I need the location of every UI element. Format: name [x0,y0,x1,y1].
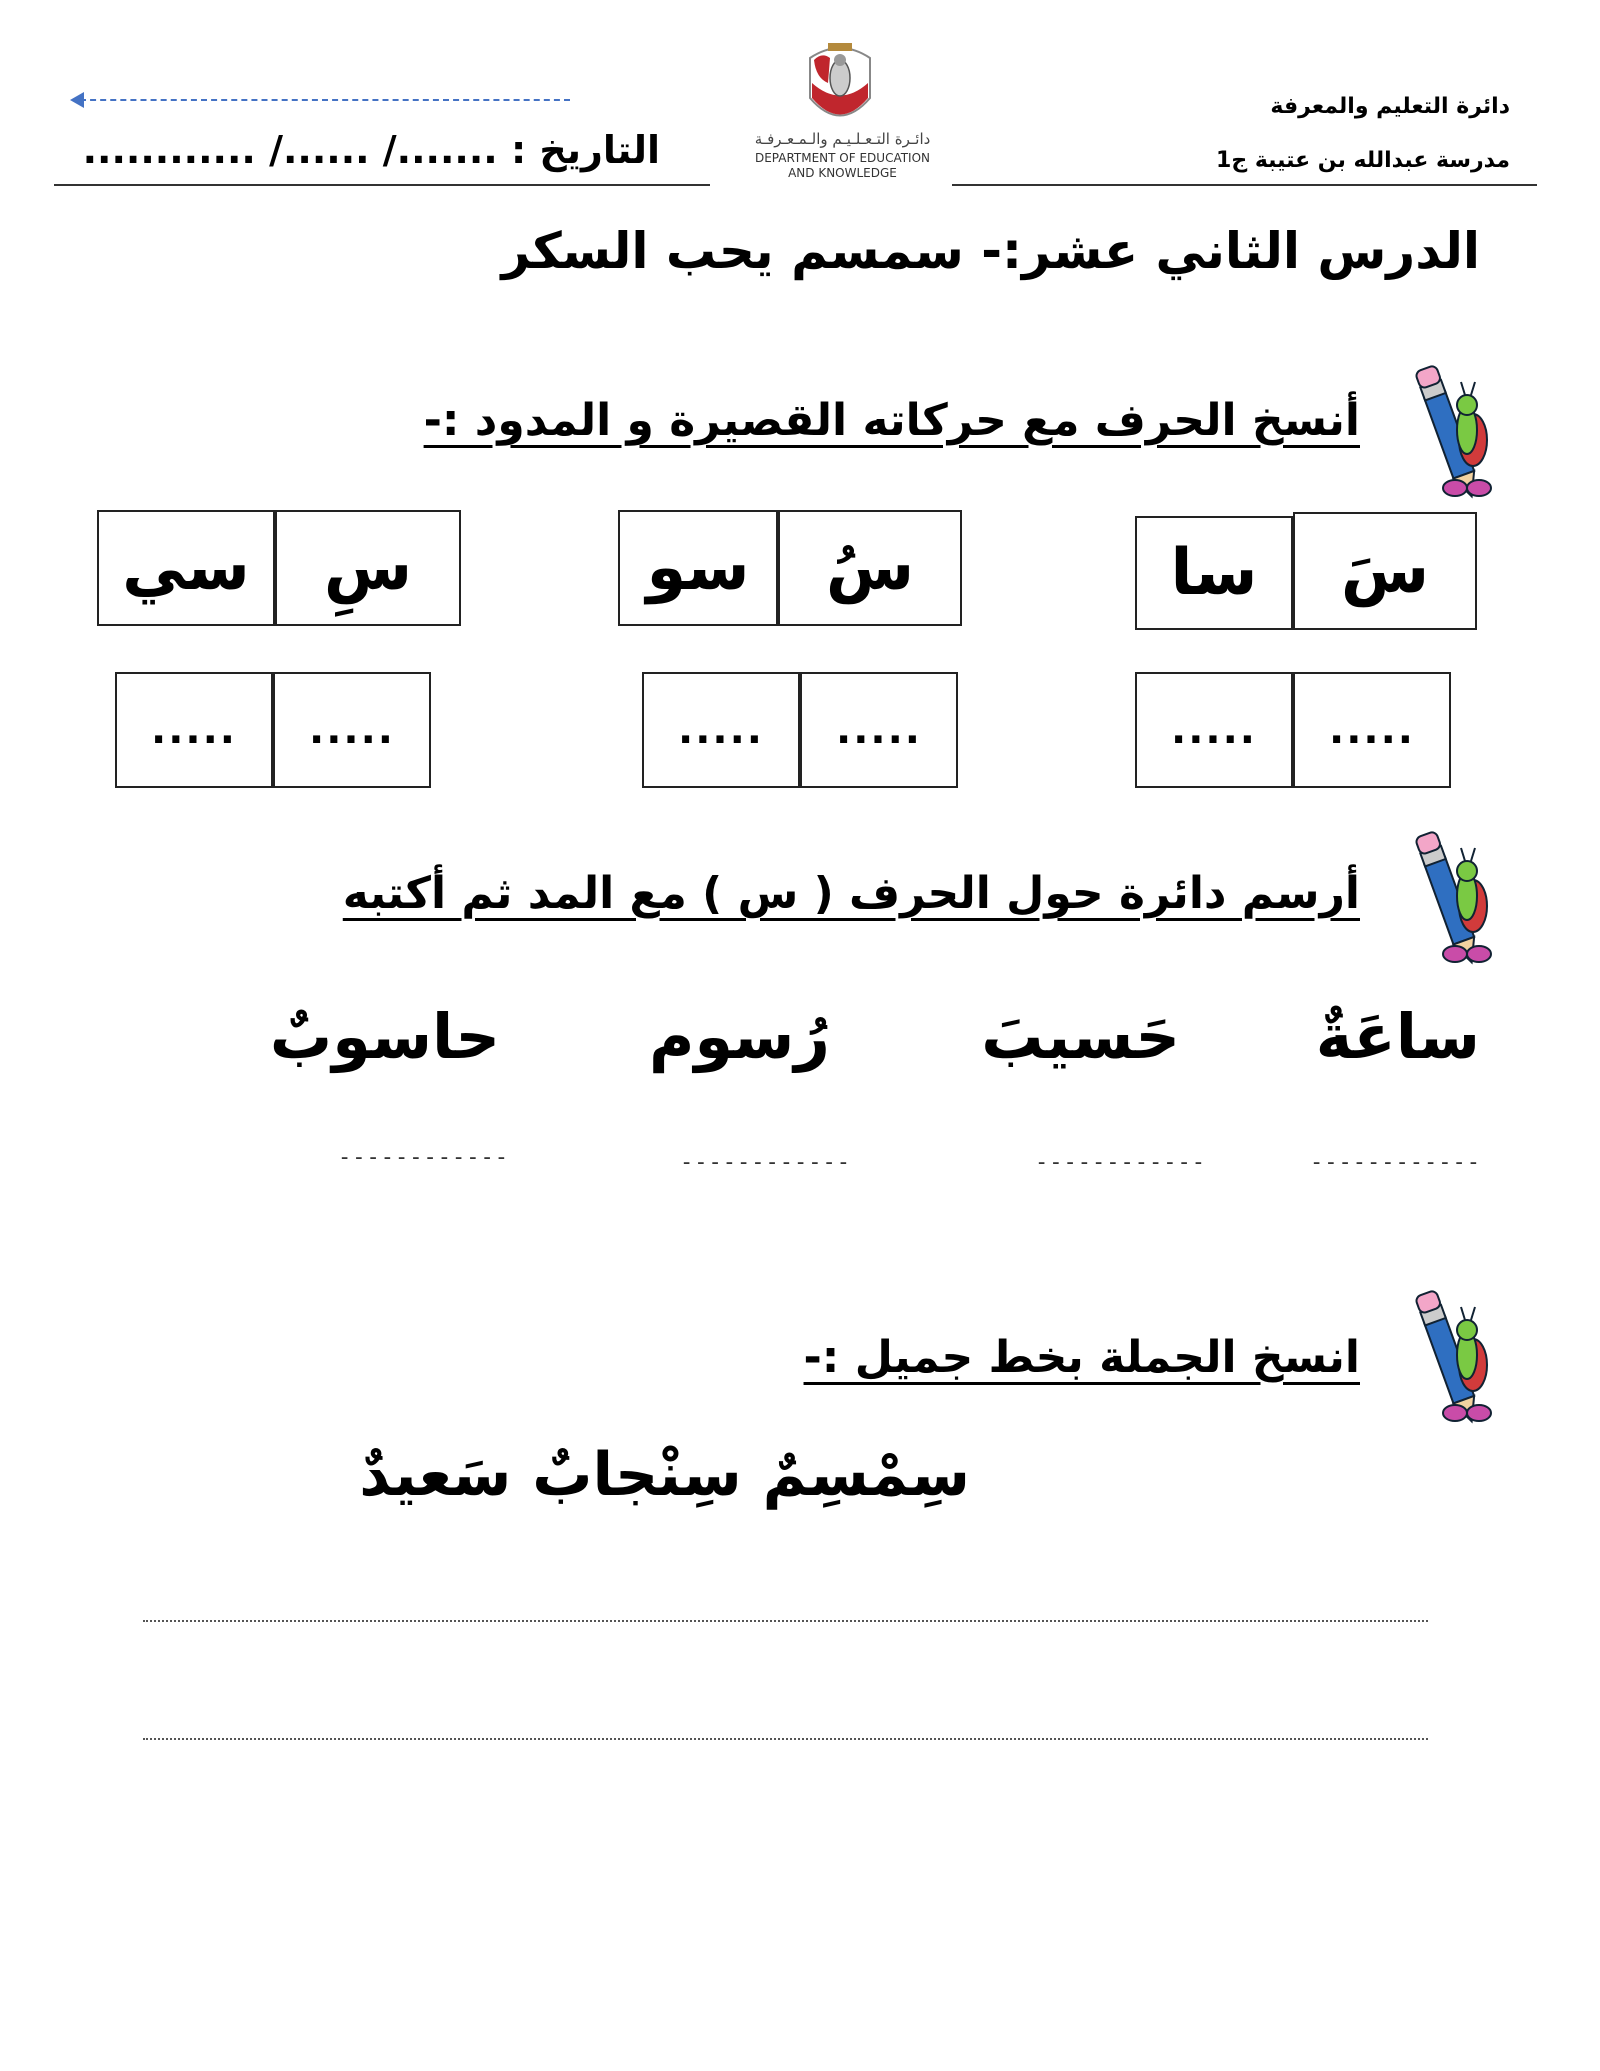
letter-pair-1 [1135,512,1477,630]
date-field: التاريخ : ......./ ....../ ............ [82,128,660,172]
dashed-arrow-line [80,99,570,101]
letter-pair-2 [618,510,962,626]
blank-box[interactable]: ..... [642,672,800,788]
blank-box[interactable]: ..... [800,672,958,788]
word-item-3: رُسوم [649,1000,830,1073]
answer-line-1[interactable]: ------------ [1310,1150,1481,1175]
blank-box[interactable]: ..... [1293,672,1451,788]
section1-heading: أنسخ الحرف مع حركاته القصيرة و المدود :- [423,395,1360,446]
section3-heading: انسخ الجملة بخط جميل :- [803,1332,1360,1383]
school-name: مدرسة عبدالله بن عتيبة ج1 [1216,148,1510,173]
letter-short-vowel: سَ [1293,512,1477,630]
letter-long-vowel: سو [618,510,778,626]
word-item-1: ساعَةٌ [1315,1000,1480,1073]
blank-pair-1 [1135,672,1451,788]
word-item-2: حَسيبَ [981,1000,1180,1073]
blank-pair-2 [642,672,958,788]
letter-short-vowel: سُ [778,510,962,626]
word-item-4: حاسوبٌ [269,1000,500,1073]
writing-line-1[interactable] [143,1620,1428,1622]
blank-box[interactable]: ..... [273,672,431,788]
header-rule-left [54,184,710,186]
logo-english-line1: DEPARTMENT OF EDUCATION [754,151,931,165]
letter-short-vowel: سِ [275,510,461,626]
answer-line-3[interactable]: ------------ [680,1150,851,1175]
blank-box[interactable]: ..... [1135,672,1293,788]
section2-heading: أرسم دائرة حول الحرف ( س ) مع المد ثم أكتبه [342,868,1360,919]
pencil-caterpillar-icon [1415,360,1495,500]
blank-pair-3 [115,672,431,788]
logo-english-line2: AND KNOWLEDGE [788,166,897,180]
model-sentence: سِمْسِمٌ سِنْجابٌ سَعيدٌ [359,1440,970,1510]
pencil-caterpillar-icon [1415,826,1495,966]
lesson-title: الدرس الثاني عشر:- سمسم يحب السكر [501,222,1480,280]
writing-line-2[interactable] [143,1738,1428,1740]
logo-english-name [745,151,940,181]
letter-pair-3 [97,510,461,626]
falcon-emblem-icon [800,38,880,133]
logo-arabic-name: دائـرة التـعـلـيـم والـمـعـرفـة [754,130,931,148]
header-rule-right [952,184,1537,186]
blank-box[interactable]: ..... [115,672,273,788]
pencil-caterpillar-icon [1415,1285,1495,1425]
letter-long-vowel: سي [97,510,275,626]
department-name: دائرة التعليم والمعرفة [1270,94,1510,119]
letter-long-vowel: سا [1135,516,1293,630]
answer-line-2[interactable]: ------------ [1035,1150,1206,1175]
answer-line-4[interactable]: ------------ [338,1145,509,1170]
